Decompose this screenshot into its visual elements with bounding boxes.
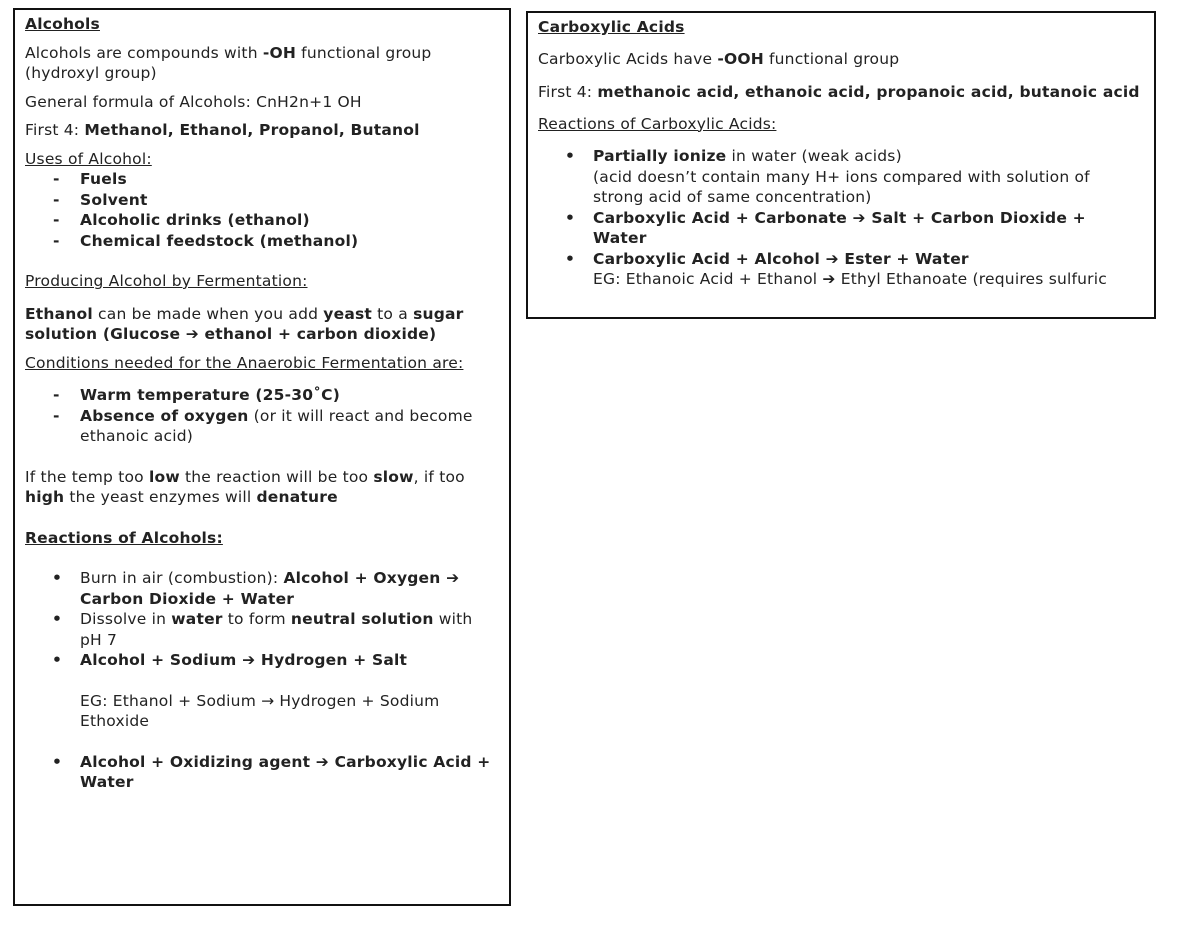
list-item: • Alcohol + Sodium ➔ Hydrogen + Salt — [25, 650, 499, 671]
reactions-list — [25, 568, 499, 793]
plain-text: the yeast enzymes will — [64, 488, 257, 506]
alcohols-formula — [25, 92, 499, 113]
plain-text: the reaction will be too — [179, 467, 374, 486]
alcohols-title: Alcohols — [25, 15, 100, 33]
list-item: • Carboxylic Acid + Carbonate ➔ Salt + Carbon Dioxide + Water — [538, 208, 1144, 249]
carboxylic-reactions-heading: Reactions of Carboxylic Acids: — [538, 114, 777, 133]
bold-text: Carboxylic Acid + Alcohol ➔ Ester + Water — [593, 249, 969, 268]
list-item — [538, 249, 1144, 290]
fermentation-text — [25, 304, 499, 345]
list-item — [25, 406, 499, 447]
list-item — [25, 609, 499, 650]
list-item: - Fuels — [25, 169, 499, 190]
plain-text: , if too — [413, 467, 465, 486]
list-item: • Alcohol + Oxidizing agent ➔ Carboxylic Acid + Water — [25, 752, 499, 793]
list-item: - Alcoholic drinks (ethanol) — [25, 210, 499, 231]
alcohols-panel — [13, 8, 511, 906]
plain-text: can be made when you add — [92, 304, 324, 323]
fermentation-heading: Producing Alcohol by Fermentation: — [25, 272, 308, 290]
bold-text: slow — [373, 467, 414, 486]
conditions-list — [25, 385, 499, 447]
uses-list — [25, 169, 499, 251]
bold-text: high — [25, 488, 65, 506]
first4-label: First 4: — [25, 121, 85, 139]
bold-text: water — [171, 610, 223, 628]
temperature-text — [25, 467, 499, 508]
first4-value: Methanol, Ethanol, Propanol, Butanol — [84, 121, 420, 139]
first4-label: First 4: — [538, 83, 598, 101]
bold-text: Ethanol — [25, 304, 93, 323]
plain-text: in water (weak acids) — [726, 147, 902, 165]
plain-text: to a — [372, 304, 414, 323]
bold-text: denature — [256, 488, 338, 506]
list-item: - Warm temperature (25-30˚C) — [25, 385, 499, 406]
plain-text: (or it will react and become ethanoic acid) — [80, 406, 473, 445]
bold-text: -OOH — [717, 49, 764, 68]
plain-text: Carboxylic Acids have — [538, 49, 718, 68]
example-text: EG: Ethanoic Acid + Ethanol ➔ Ethyl Ethanoate (requires sulfuric — [593, 270, 1107, 288]
list-item: - Solvent — [25, 190, 499, 211]
formula-value: CnH2n+1 OH — [256, 92, 362, 111]
carboxylic-title: Carboxylic Acids — [538, 18, 685, 36]
alcohols-first4 — [25, 120, 499, 141]
uses-heading: Uses of Alcohol: — [25, 149, 152, 168]
alcohols-intro — [25, 43, 499, 84]
plain-text: If the temp too — [25, 467, 149, 486]
conditions-heading: Conditions needed for the Anaerobic Fermentation are: — [25, 353, 464, 372]
bold-text: yeast — [323, 304, 373, 323]
bold-text: sugar solution (Glucose ➔ ethanol + carbon dioxide) — [25, 304, 464, 343]
carboxylic-panel — [526, 11, 1156, 319]
reactions-heading: Reactions of Alcohols: — [25, 528, 223, 547]
intro-text-rest: functional group (hydroxyl group) — [25, 43, 432, 82]
plain-text: Burn in air (combustion): — [80, 569, 284, 587]
note-text: (acid doesn’t contain many H+ ions compared with solution of strong acid of same concentration) — [593, 167, 1090, 206]
intro-bold: -OH — [262, 43, 297, 62]
formula-label: General formula of Alcohols: — [25, 92, 257, 111]
example-text: EG: Ethanol + Sodium → Hydrogen + Sodium Ethoxide — [80, 691, 440, 730]
bold-text: low — [148, 467, 180, 486]
plain-text: Dissolve in — [80, 610, 172, 628]
list-item: - Chemical feedstock (methanol) — [25, 231, 499, 252]
plain-text: to form — [222, 610, 291, 628]
plain-text: with pH 7 — [80, 610, 473, 649]
bold-text: neutral solution — [290, 610, 434, 628]
first4-value: methanoic acid, ethanoic acid, propanoic acid, butanoic acid — [597, 83, 1140, 101]
plain-text: functional group — [763, 49, 900, 68]
carboxylic-intro — [538, 49, 1144, 70]
bold-text: Absence of oxygen — [80, 406, 249, 425]
bold-text: Partially ionize — [593, 147, 727, 165]
list-item — [538, 146, 1144, 208]
carboxylic-reactions-list — [538, 146, 1144, 290]
carboxylic-first4 — [538, 82, 1144, 103]
intro-text: Alcohols are compounds with — [25, 43, 263, 62]
list-item — [25, 568, 499, 609]
bold-text: Alcohol + Oxygen ➔ Carbon Dioxide + Water — [80, 569, 460, 608]
